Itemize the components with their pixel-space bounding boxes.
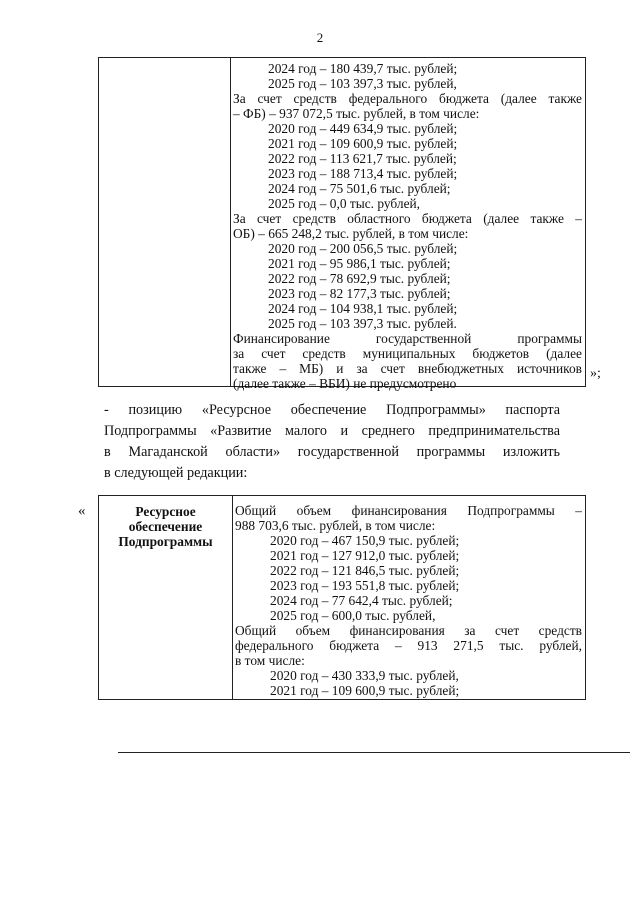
table-line: Финансирование государственной программы	[233, 331, 582, 346]
table-line: 2020 год – 430 333,9 тыс. рублей,	[270, 668, 459, 683]
page-number: 2	[316, 30, 324, 45]
funding-table-continued	[98, 57, 586, 391]
table-line: федерального бюджета – 913 271,5 тыс. рублей,	[235, 638, 582, 653]
table-line: 2023 год – 193 551,8 тыс. рублей;	[270, 578, 460, 593]
table-line: 988 703,6 тыс. рублей, в том числе:	[235, 518, 436, 533]
table-line: 2020 год – 467 150,9 тыс. рублей;	[270, 533, 460, 548]
table-line: 2024 год – 75 501,6 тыс. рублей;	[268, 181, 451, 196]
table-line: 2025 год – 103 397,3 тыс. рублей,	[268, 76, 457, 91]
table-line: 2024 год – 104 938,1 тыс. рублей;	[268, 301, 458, 316]
paragraph-line: в следующей редакции:	[104, 465, 248, 481]
table-line: 2021 год – 127 912,0 тыс. рублей;	[270, 548, 460, 563]
table-right-cell	[232, 496, 585, 699]
resource-heading: Ресурсное обеспечение Подпрограммы	[118, 504, 213, 549]
table-line: также – МБ) и за счет внебюджетных источников	[233, 361, 582, 376]
table-line: 2023 год – 188 713,4 тыс. рублей;	[268, 166, 458, 181]
closing-quote: »;	[590, 366, 601, 381]
table-line: 2020 год – 449 634,9 тыс. рублей;	[268, 121, 458, 136]
table-line: 2021 год – 95 986,1 тыс. рублей;	[268, 256, 451, 271]
table-line: Общий объем финансирования за счет средств	[235, 623, 582, 638]
paragraph-line: - позицию «Ресурсное обеспечение Подпрограммы» паспорта	[104, 402, 560, 418]
table-line: 2024 год – 77 642,4 тыс. рублей;	[270, 593, 453, 608]
table-line: 2022 год – 78 692,9 тыс. рублей;	[268, 271, 451, 286]
table-left-cell	[99, 58, 231, 386]
table-line: 2021 год – 109 600,9 тыс. рублей;	[268, 136, 458, 151]
table-line: – ФБ) – 937 072,5 тыс. рублей, в том числе:	[233, 106, 480, 121]
table-line: 2025 год – 600,0 тыс. рублей,	[270, 608, 436, 623]
paragraph-line: в Магаданской области» государственной программы изложить	[104, 444, 560, 460]
page-cut-rule	[118, 752, 630, 753]
table-line: за счет средств муниципальных бюджетов (далее	[233, 346, 582, 361]
table-line: 2023 год – 82 177,3 тыс. рублей;	[268, 286, 451, 301]
table-left-cell	[99, 496, 233, 699]
table-line: 2020 год – 200 056,5 тыс. рублей;	[268, 241, 458, 256]
table-line: 2025 год – 103 397,3 тыс. рублей.	[268, 316, 457, 331]
funding-table-new	[98, 495, 586, 700]
table-line: 2022 год – 121 846,5 тыс. рублей;	[270, 563, 460, 578]
opening-quote: «	[78, 503, 86, 519]
table-right-cell	[230, 58, 585, 391]
table-line: (далее также – ВБИ) не предусмотрено	[233, 376, 457, 391]
table-line: За счет средств федерального бюджета (далее также	[233, 91, 582, 106]
table-line: 2025 год – 0,0 тыс. рублей,	[268, 196, 421, 211]
table-line: в том числе:	[235, 653, 305, 668]
paragraph-line: Подпрограммы «Развитие малого и среднего предпринимательства	[104, 423, 560, 439]
table-line: Общий объем финансирования Подпрограммы –	[235, 503, 582, 518]
table-line: 2024 год – 180 439,7 тыс. рублей;	[268, 61, 458, 76]
table-line: За счет средств областного бюджета (далее также –	[233, 211, 582, 226]
table-line: 2022 год – 113 621,7 тыс. рублей;	[268, 151, 457, 166]
table-line: 2021 год – 109 600,9 тыс. рублей;	[270, 683, 460, 698]
table-line: ОБ) – 665 248,2 тыс. рублей, в том числе:	[233, 226, 469, 241]
